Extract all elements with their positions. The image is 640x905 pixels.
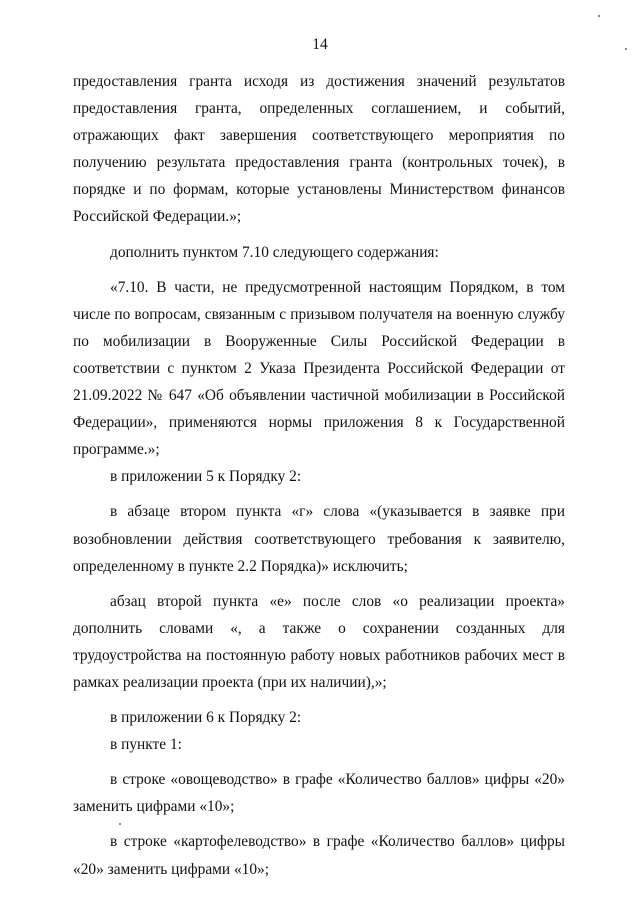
paragraph-grant-results: предоставления гранта исходя из достижения значений результатов предоставления гранта, определенных соглашением, и событий, отражающих факт завершения соответствующего мероприятия по получению результата предоставления гранта (контрольных точек), в порядке и по формам, которые установлены Министерством финансов Российской Федерации.»; — [73, 73, 565, 226]
paragraph-add-clause-7-10: дополнить пунктом 7.10 следующего содержания: — [110, 243, 439, 261]
paragraph-item-e: абзац второй пункта «е» после слов «о реализации проекта» дополнить словами «, а также о сохранении созданных для трудоустройства на постоянную работу новых работников рабочих мест в рамках реализации проекта (при их наличии),»; — [73, 592, 565, 691]
paragraph-clause-7-10: «7.10. В части, не предусмотренной настоящим Порядком, в том числе по вопросам, связанным с призывом получателя на военную службу по мобилизации в Вооруженные Силы Российской Федерации в соответствии с пунктом 2 Указа Президента Российской Федерации от 21.09.2022 № 647 «Об объявлении частичной мобилизации в Российской Федерации», применяются нормы приложения 8 к Государственной программе.»; — [73, 278, 565, 459]
paragraph-appendix-6: в приложении 6 к Порядку 2: — [110, 709, 302, 727]
scan-speck-right — [625, 48, 627, 50]
paragraph-point-1: в пункте 1: — [110, 736, 182, 754]
scan-speck-top-right — [598, 15, 600, 17]
paragraph-potato-row: в строке «картофелеводство» в графе «Количество баллов» цифры «20» заменить цифрами «10»; — [73, 833, 565, 878]
page-number: 14 — [312, 36, 328, 53]
document-body — [73, 68, 565, 883]
paragraph-vegetable-row: в строке «овощеводство» в графе «Количество баллов» цифры «20» заменить цифрами «10»; — [73, 771, 565, 816]
scan-speck-bottom-left — [119, 823, 121, 825]
paragraph-appendix-5: в приложении 5 к Порядку 2: — [110, 468, 302, 486]
paragraph-item-g: в абзаце втором пункта «г» слова «(указывается в заявке при возобновлении действия соответствующего требования к заявителю, определенному в пункте 2.2 Порядка)» исключить; — [73, 503, 565, 575]
